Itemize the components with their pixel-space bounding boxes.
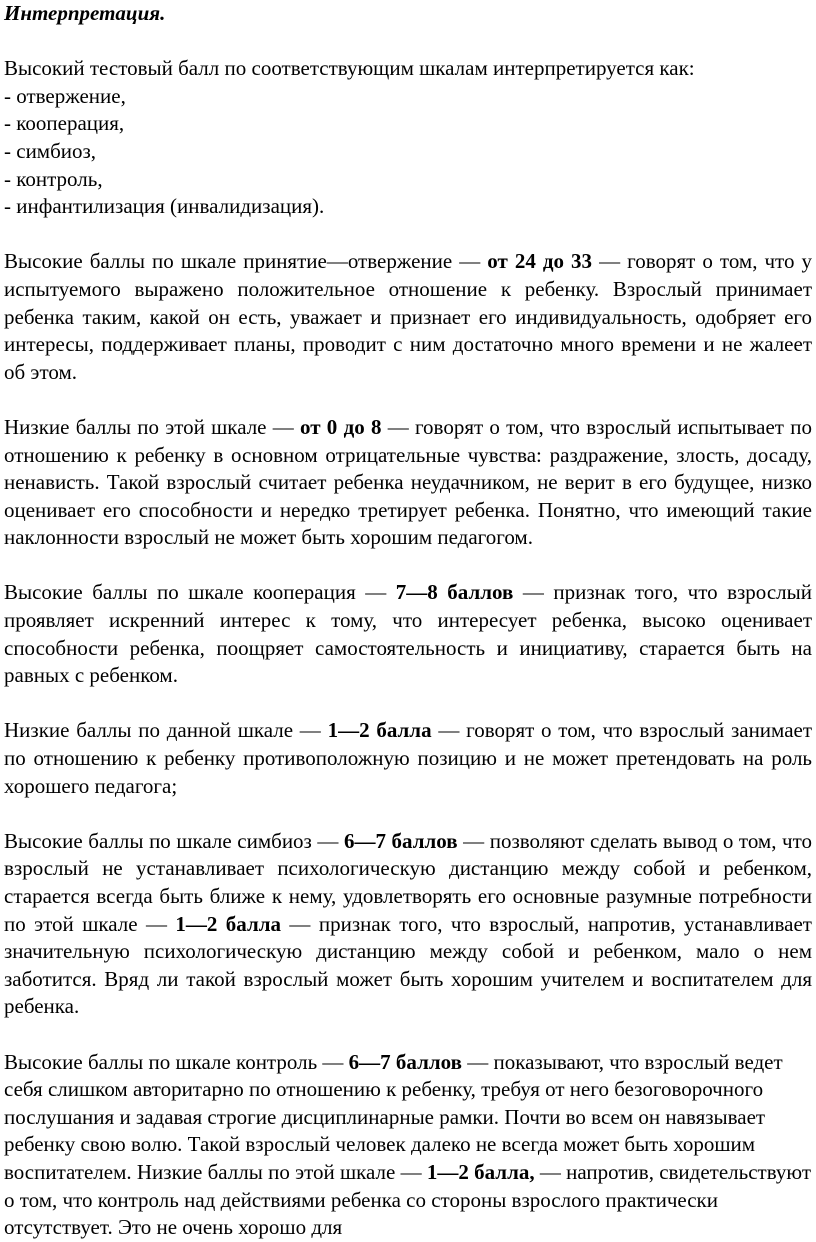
spacer [4,552,812,580]
text-run: Высокие баллы по шкале принятие—отвержение — [4,249,488,274]
text-run: Низкие баллы по этой шкале — [4,414,301,439]
paragraph-acceptance-low [4,414,812,552]
score-range: 6—7 баллов [348,1049,462,1074]
score-range: 7—8 баллов [395,580,514,605]
score-range: 1—2 балла [327,718,432,743]
text-run: — говорят о том, что у испытуемого выражено положительное отношение к ребенку. Взрослый принимает ребенка таким, какой он есть, уважает и признает его индивидуальность, одобряет его интересы, поддерживает планы, проводит с ним достаточно много времени и не жалеет об этом. [4,249,813,384]
scale-list [4,83,812,221]
text-run: Высокие баллы по шкале кооперация — [4,580,396,605]
text-run: — позволяют сделать вывод о том, что взрослый не устанавливает психологическую дистанцию между собой и ребенком, старается всегда быть ближе к нему, удовлетворять его основные разумные потребности по этой шкале — [4,828,812,936]
spacer [4,221,812,249]
paragraph-acceptance-high [4,248,812,386]
list-item: - симбиоз, [4,138,97,163]
text-run: — признак того, что взрослый, напротив, устанавливает значительную психологическую дистанцию между собой и ребенком, мало о нем заботится. Вряд ли такой взрослый может быть хорошим учителем и воспитателем для ребенка. [4,911,812,1019]
list-item: - отвержение, [4,83,126,108]
intro-paragraph: Высокий тестовый балл по соответствующим шкалам интерпретируется как: [4,56,695,81]
document-title: Интерпретация. [4,1,166,25]
list-item: - контроль, [4,166,103,191]
score-range: 1—2 балла [175,911,282,936]
spacer [4,28,812,56]
spacer [4,386,812,414]
text-run: — показывают, что взрослый ведет себя слишком авторитарно по отношению к ребенку, требуя от него безоговорочного послушания и задавая строгие дисциплинарные рамки. Почти во всем он навязывает ребенку свою волю. Такой взрослый человек далеко не всегда может быть хорошим воспитателем. Низкие баллы по этой шкале — [4,1049,783,1184]
paragraph-cooperation-high [4,579,812,689]
score-range: от 24 до 33 [487,249,593,274]
score-range: 1—2 балла, [426,1159,535,1184]
list-item: - инфантилизация (инвалидизация). [4,194,325,219]
text-run: Высокие баллы по шкале симбиоз — [4,828,344,853]
text-run: — напротив, свидетельствуют о том, что контроль над действиями ребенка со стороны взрослого практически отсутствует. Это не очень хорошо для [4,1159,812,1240]
text-run: — говорят о том, что взрослый занимает по отношению к ребенку противоположную позицию и не может претендовать на роль хорошего педагога; [4,718,813,798]
score-range: от 0 до 8 [300,414,382,439]
document-page [4,0,812,1242]
paragraph-control [4,1049,812,1242]
spacer [4,1021,812,1049]
spacer [4,690,812,718]
text-run: Высокие баллы по шкале контроль — [4,1049,349,1074]
spacer [4,800,812,828]
text-run: — признак того, что взрослый проявляет искренний интерес к тому, что интересует ребенка, высоко оценивает способности ребенка, поощряет самостоятельность и инициативу, старается быть на равных с ребенком. [4,580,812,688]
text-run: — говорят о том, что взрослый испытывает по отношению к ребенку в основном отрицательные чувства: раздражение, злость, досаду, ненависть. Такой взрослый считает ребенка неудачником, не верит в его будущее, низко оценивает его способности и нередко третирует ребенка. Понятно, что имеющий такие наклонности взрослый не может быть хорошим педагогом. [4,414,812,550]
text-run: Низкие баллы по данной шкале — [4,718,328,743]
list-item: - кооперация, [4,111,125,136]
score-range: 6—7 баллов [343,828,458,853]
paragraph-symbiosis [4,828,812,1021]
paragraph-cooperation-low [4,717,812,800]
